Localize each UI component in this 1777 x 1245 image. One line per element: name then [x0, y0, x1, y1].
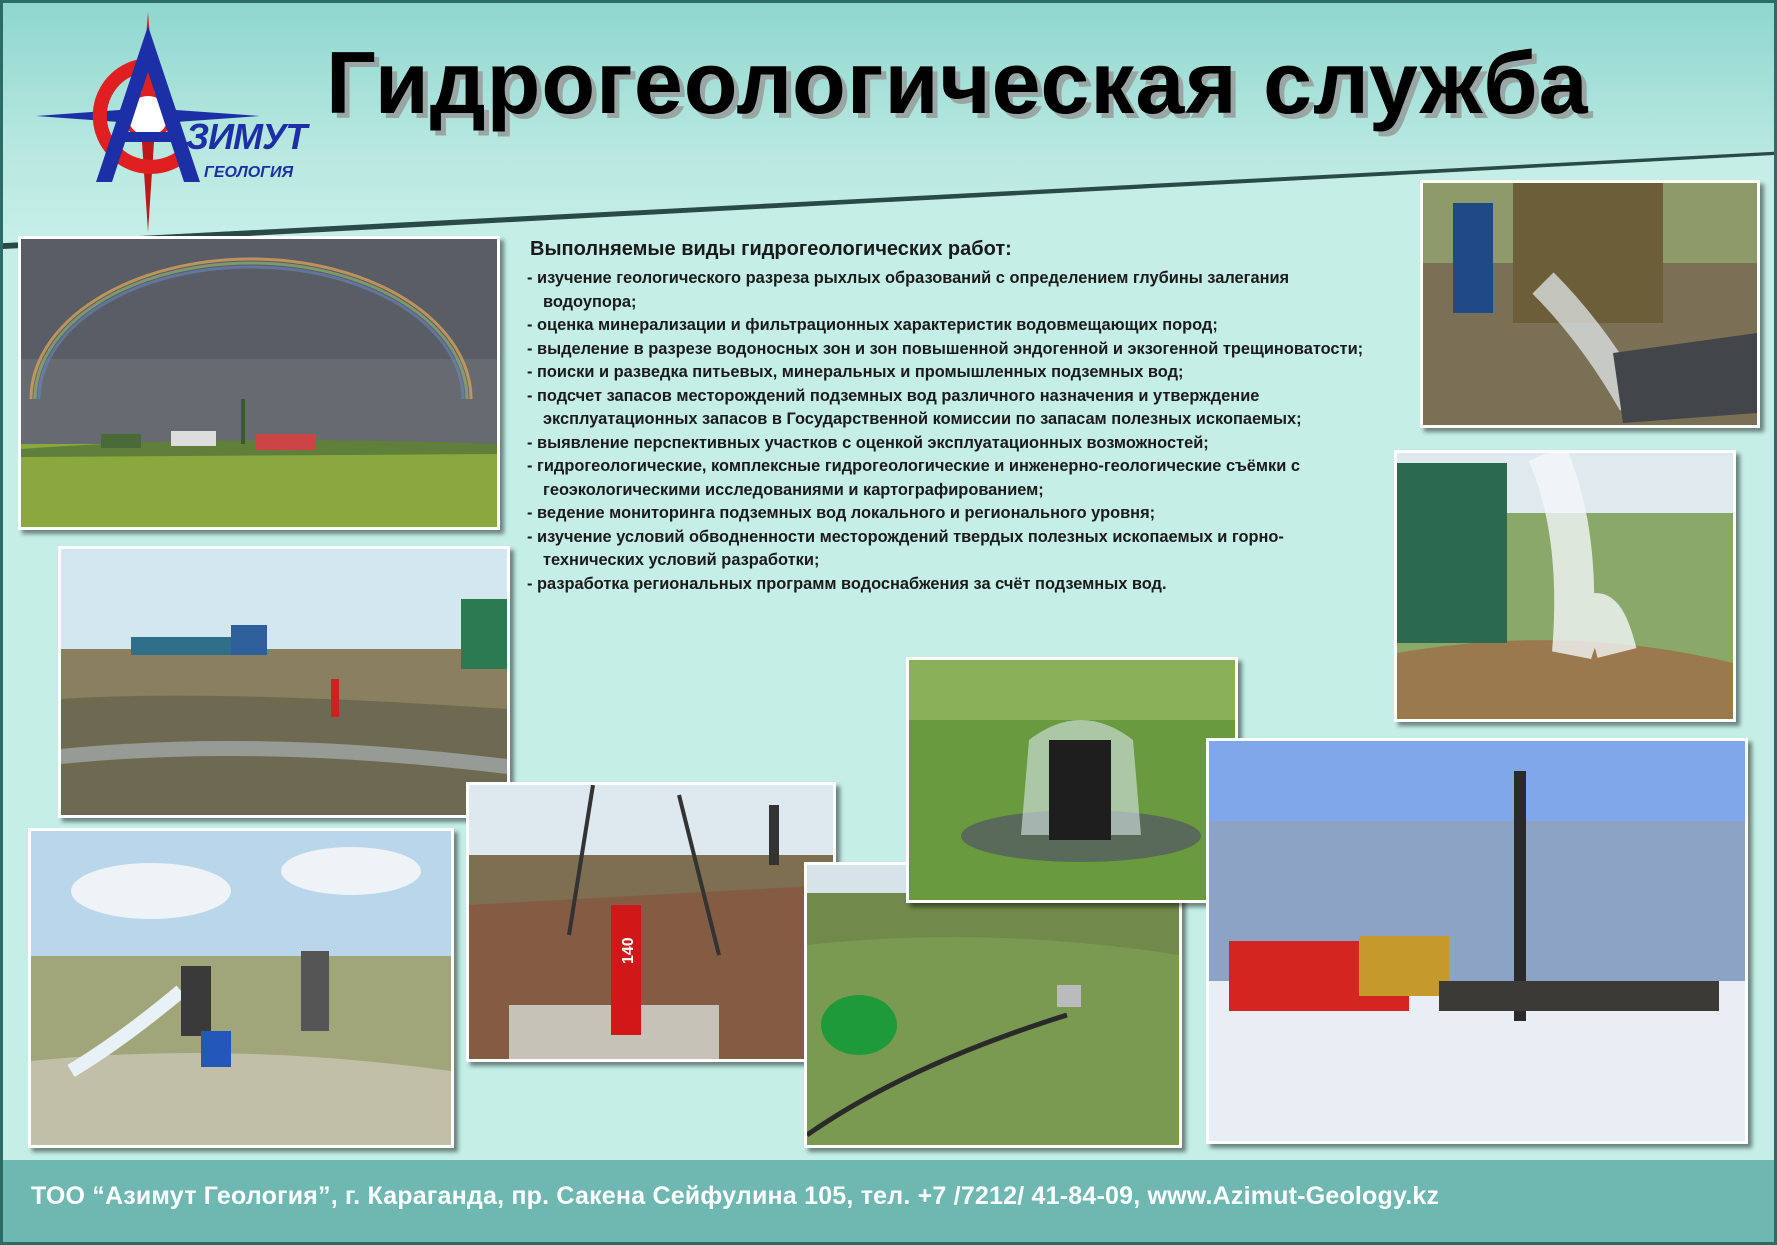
list-item: - ведение мониторинга подземных вод локального и регионального уровня; — [527, 502, 1377, 526]
page-title: Гидрогеологическая служба — [326, 33, 1589, 132]
list-item: - выделение в разрезе водоносных зон и зон повышенной эндогенной и экзогенной трещиноватости; — [527, 338, 1377, 362]
list-item: - изучение геологического разреза рыхлых образований с определением глубины залегания водоупора; — [527, 267, 1377, 314]
list-item: - разработка региональных программ водоснабжения за счёт подземных вод. — [527, 573, 1377, 597]
photo-pumping-water — [28, 828, 454, 1148]
photo-steppe-rig — [58, 546, 510, 818]
list-item: - изучение условий обводненности месторождений твердых полезных ископаемых и горно-технических условий разработки; — [527, 526, 1377, 573]
works-list-section — [527, 238, 1377, 596]
works-list-title: Выполняемые виды гидрогеологических работ: — [530, 238, 1012, 260]
footer-contacts: ТОО “Азимут Геология”, г. Караганда, пр. Сакена Сейфулина 105, тел. +7 /7212/ 41-84-09, www.Azimut-Geology.kz — [31, 1182, 1440, 1210]
footer-bar — [3, 1160, 1774, 1242]
list-item: - подсчет запасов месторождений подземных вод различного назначения и утверждение эксплуатационных запасов в Государственной комиссии по запасам полезных ископаемых; — [527, 385, 1377, 432]
photo-winter-drilling — [1206, 738, 1748, 1144]
photo-rainbow-rig — [18, 236, 500, 530]
list-item: - оценка минерализации и фильтрационных характеристик водовмещающих пород; — [527, 314, 1377, 338]
list-item: - поиски и разведка питьевых, минеральных и промышленных подземных вод; — [527, 361, 1377, 385]
works-list — [527, 267, 1377, 596]
list-item: - гидрогеологические, комплексные гидрогеологические и инженерно-геологические съёмки с геоэкологическими исследованиями и картографированием; — [527, 455, 1377, 502]
photo-well-head — [466, 782, 836, 1062]
list-item: - выявление перспективных участков с оценкой эксплуатационных возможностей; — [527, 432, 1377, 456]
photo-drilling-spray — [1420, 180, 1760, 428]
photo-artesian-well — [906, 657, 1238, 903]
photo-field-hose — [804, 862, 1182, 1148]
logo-word: ЗИМУТ — [186, 116, 307, 157]
company-logo — [36, 12, 316, 232]
photo-water-fountain — [1394, 450, 1736, 722]
well-number-label: 140 — [620, 937, 637, 964]
logo-subtitle: ГЕОЛОГИЯ — [204, 164, 294, 181]
